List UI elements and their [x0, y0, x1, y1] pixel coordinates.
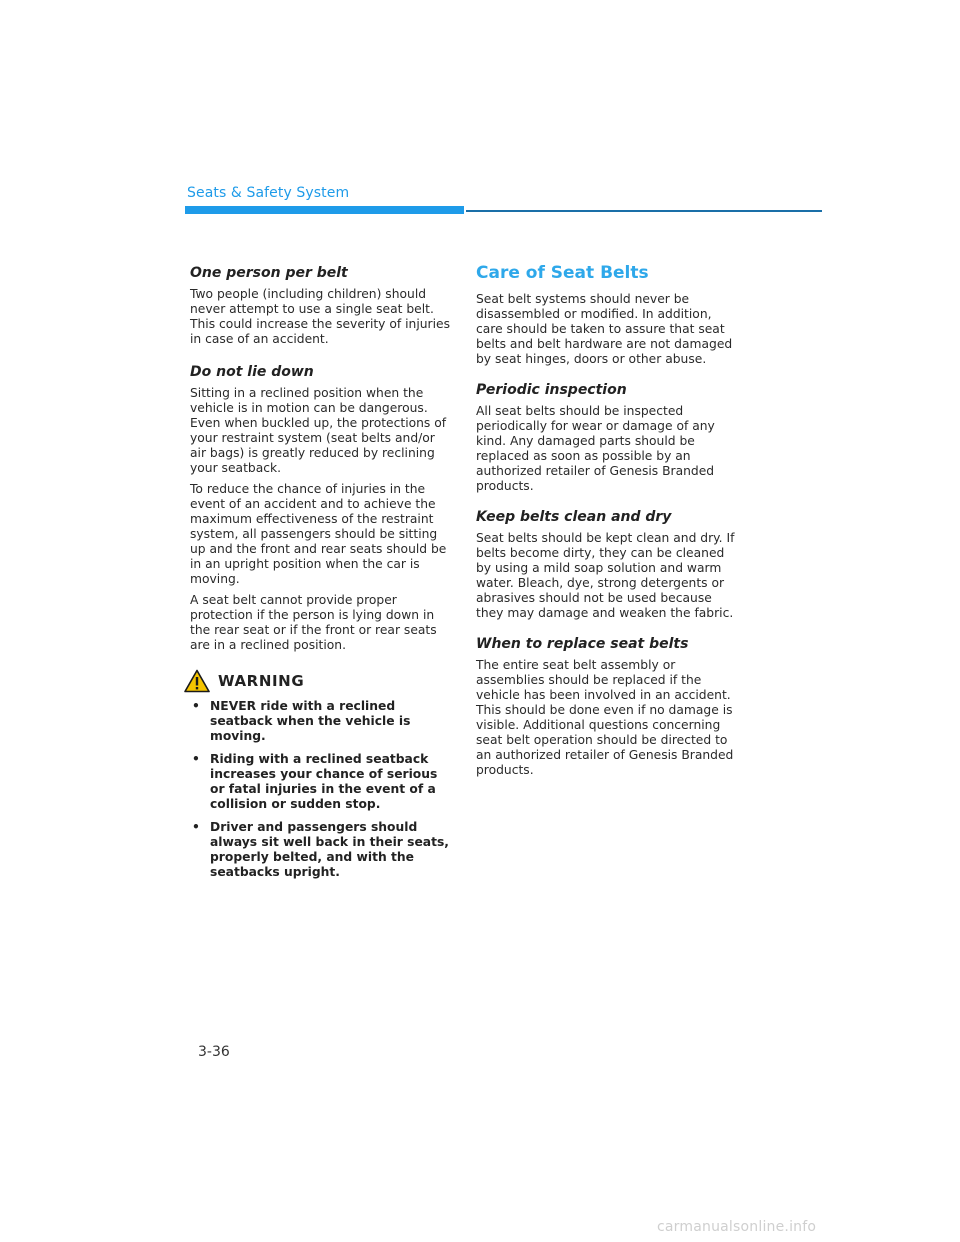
paragraph-clean: Seat belts should be kept clean and dry. If belts become dirty, they can be cleaned by using a mild soap solution and warm water. Bleach, dye, strong detergents or abrasives should not be used because they may damage and weaken the fabric.	[476, 531, 735, 620]
warning-item: • NEVER ride with a reclined seatback when the vehicle is moving.	[192, 699, 411, 743]
header-rule-accent	[185, 206, 464, 214]
heading-one-person: One person per belt	[190, 265, 348, 281]
paragraph-lie-2: To reduce the chance of injuries in the event of an accident and to achieve the maximum effectiveness of the restraint system, all passengers should be sitting up and the front and rear seats should be in an upright position when the car is moving.	[190, 482, 447, 586]
paragraph-periodic: All seat belts should be inspected periodically for wear or damage of any kind. Any damaged parts should be replaced as soon as possible by an authorized retailer of Genesis Branded products.	[476, 404, 715, 493]
warning-triangle-icon	[184, 669, 210, 693]
header-rule-thin	[466, 210, 822, 212]
paragraph-care: Seat belt systems should never be disassembled or modified. In addition, care should be taken to assure that seat belts and belt hardware are not damaged by seat hinges, doors or other abuse.	[476, 292, 733, 366]
right-column	[476, 262, 738, 784]
heading-periodic-inspection: Periodic inspection	[476, 382, 627, 398]
warning-item: • Driver and passengers should always sit well back in their seats, properly belted, and with the seatbacks upright.	[192, 820, 449, 879]
warning-header	[184, 669, 450, 693]
heading-when-to-replace: When to replace seat belts	[476, 636, 689, 652]
paragraph-lie-3: A seat belt cannot provide proper protection if the person is lying down in the rear seat or if the front or rear seats are in a reclined position.	[190, 593, 437, 652]
page-number: 3-36	[198, 1044, 230, 1060]
warning-list	[190, 699, 450, 880]
left-column	[190, 264, 450, 888]
paragraph-one-person: Two people (including children) should never attempt to use a single seat belt. This could increase the severity of injuries in case of an accident.	[190, 287, 450, 346]
heading-care-of-seat-belts: Care of Seat Belts	[476, 263, 649, 283]
running-head: Seats & Safety System	[187, 185, 350, 201]
warning-title: WARNING	[218, 672, 305, 690]
warning-item: • Riding with a reclined seatback increases your chance of serious or fatal injuries in the event of a collision or sudden stop.	[192, 752, 438, 811]
paragraph-replace: The entire seat belt assembly or assemblies should be replaced if the vehicle has been involved in an accident. This should be done even if no damage is visible. Additional questions concerning seat belt operation should be directed to an authorized retailer of Genesis Branded products.	[476, 658, 734, 777]
heading-do-not-lie: Do not lie down	[190, 364, 314, 380]
heading-keep-clean: Keep belts clean and dry	[476, 509, 672, 525]
paragraph-lie-1: Sitting in a reclined position when the vehicle is in motion can be dangerous. Even when buckled up, the protections of your restraint system (seat belts and/or air bags) is greatly reduced by reclining your seatback.	[190, 386, 447, 475]
watermark-text: carmanualsonline.info	[657, 1219, 817, 1235]
